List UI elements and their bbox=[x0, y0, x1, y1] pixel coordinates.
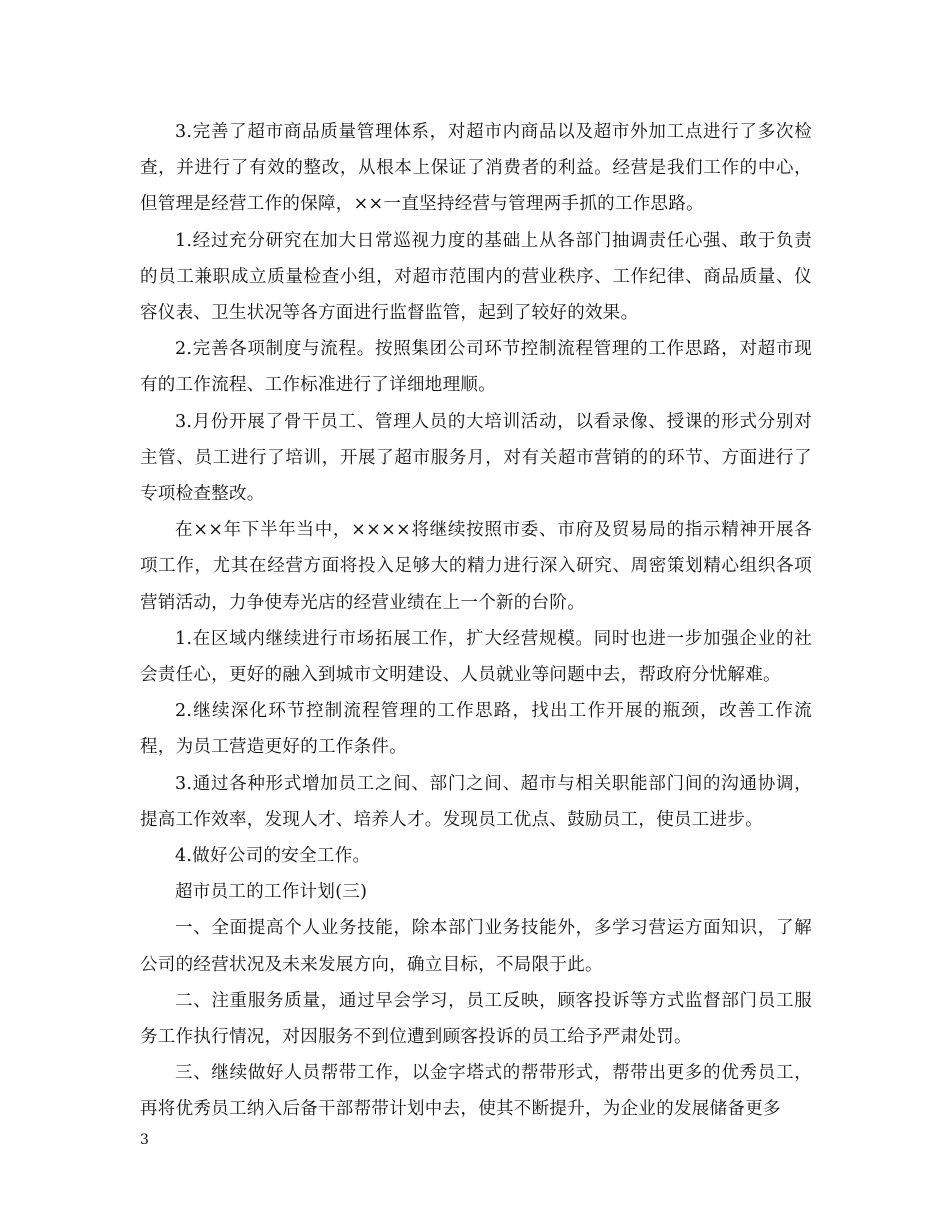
document-body bbox=[140, 114, 812, 1128]
paragraph-procedures: 2.完善各项制度与流程。按照集团公司环节控制流程管理的工作思路，对超市现有的工作流程、工作标准进行了详细地理顺。 bbox=[140, 339, 812, 396]
section-heading: 超市员工的工作计划(三) bbox=[175, 882, 368, 903]
paragraph-training: 3.月份开展了骨干员工、管理人员的大培训活动，以看录像、授课的形式分别对主管、员工进行了培训，开展了超市服务月，对有关超市营销的的环节、方面进行了专项检查整改。 bbox=[140, 411, 812, 505]
paragraph-safety: 4.做好公司的安全工作。 bbox=[175, 846, 371, 867]
paragraph-market-expansion: 1.在区域内继续进行市场拓展工作，扩大经营规模。同时也进一步加强企业的社会责任心，更好的融入到城市文明建设、人员就业等问题中去，帮政府分忧解难。 bbox=[140, 628, 812, 686]
paragraph-process-management: 2.继续深化环节控制流程管理的工作思路，找出工作开展的瓶颈，改善工作流程，为员工营造更好的工作条件。 bbox=[140, 701, 812, 758]
paragraph-second-half-plan: 在××年下半年当中，××××将继续按照市委、市府及贸易局的指示精神开展各项工作，尤其在经营方面将投入足够大的精力进行深入研究、周密策划精心组织各项营销活动，力争使寿光店的经营业绩在上一个新的台阶。 bbox=[140, 520, 812, 613]
paragraph-skills: 一、全面提高个人业务技能，除本部门业务技能外，多学习营运方面知识，了解公司的经营状况及未来发展方向，确立目标，不局限于此。 bbox=[140, 918, 812, 975]
paragraph-inspection-team: 1.经过充分研究在加大日常巡视力度的基础上从各部门抽调责任心强、敢于负责的员工兼职成立质量检查小组，对超市范围内的营业秩序、工作纪律、商品质量、仪容仪表、卫生状况等各方面进行监督监管，起到了较好的效果。 bbox=[140, 230, 812, 324]
paragraph-mentoring: 三、继续做好人员帮带工作，以金字塔式的帮带形式，帮带出更多的优秀员工，再将优秀员工纳入后备干部帮带计划中去，使其不断提升，为企业的发展储备更多 bbox=[140, 1063, 812, 1120]
paragraph-service-quality: 二、注重服务质量，通过早会学习，员工反映，顾客投诉等方式监督部门员工服务工作执行情况，对因服务不到位遭到顾客投诉的员工给予严肃处罚。 bbox=[140, 990, 812, 1048]
paragraph-communication: 3.通过各种形式增加员工之间、部门之间、超市与相关职能部门间的沟通协调，提高工作效率，发现人才、培养人才。发现员工优点、鼓励员工，使员工进步。 bbox=[140, 773, 812, 830]
paragraph-quality-system: 3.完善了超市商品质量管理体系，对超市内商品以及超市外加工点进行了多次检查，并进行了有效的整改，从根本上保证了消费者的利益。经营是我们工作的中心，但管理是经营工作的保障，××一直坚持经营与管理两手抓的工作思路。 bbox=[140, 122, 812, 215]
page-number: 3 bbox=[140, 1132, 149, 1148]
